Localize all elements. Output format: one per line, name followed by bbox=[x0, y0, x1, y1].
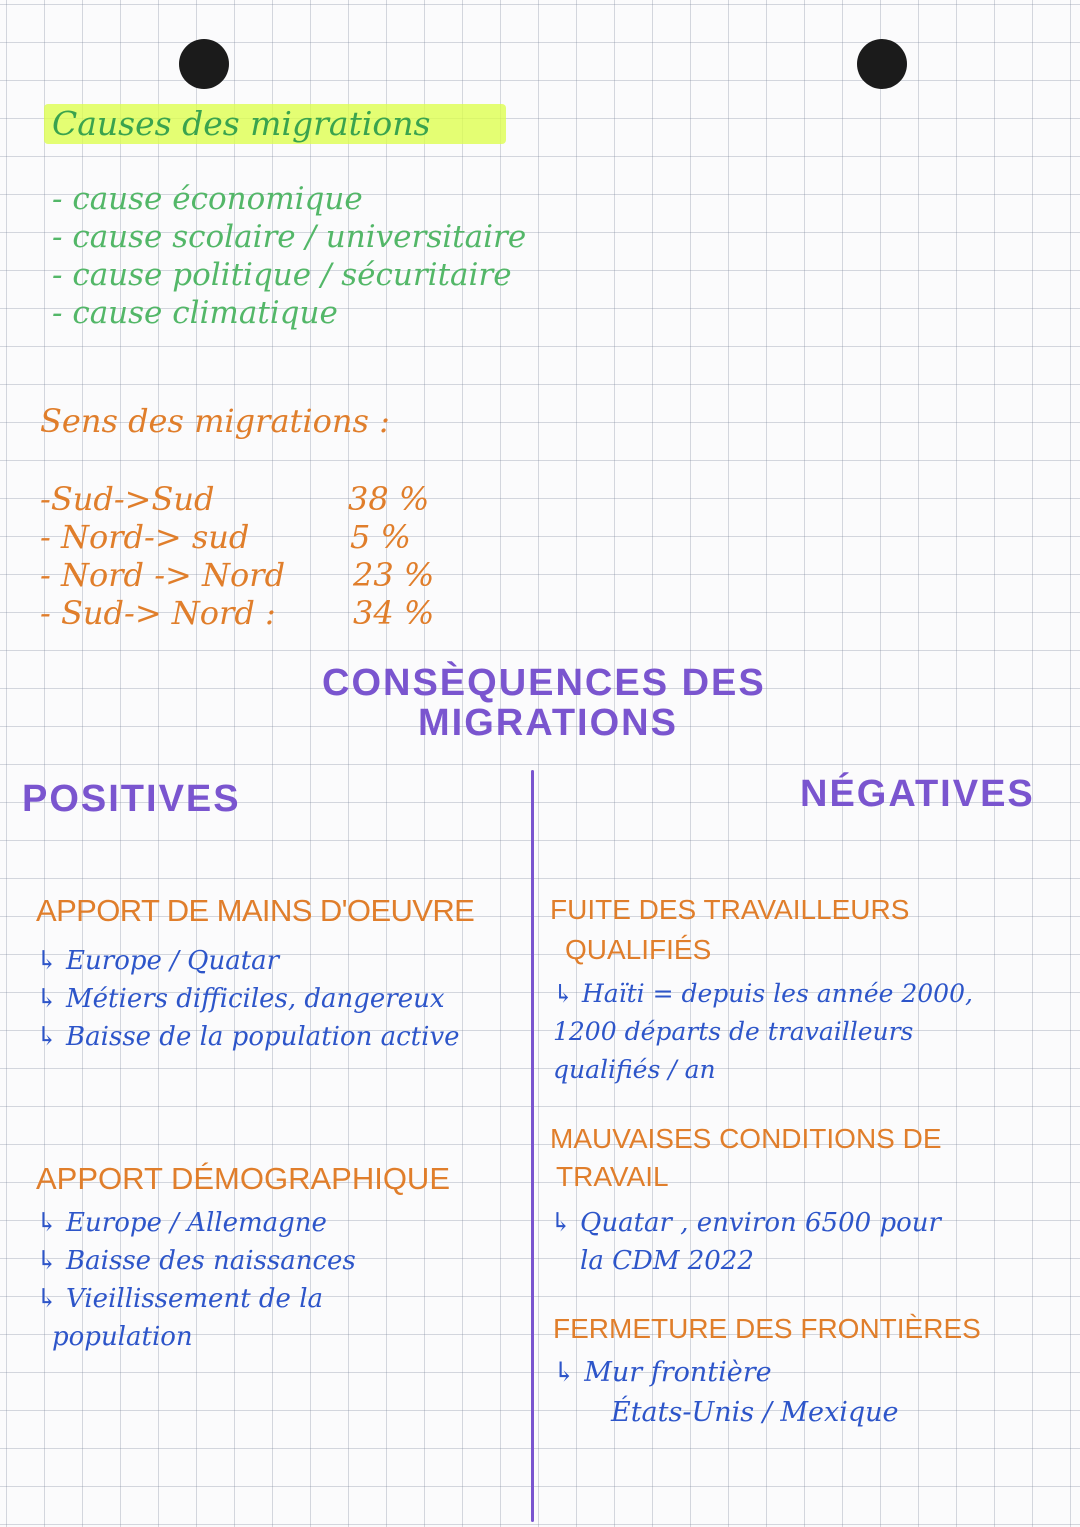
sens-label: - Nord-> sud bbox=[40, 518, 250, 556]
negative-heading-frontieres: FERMETURE DES FRONTIÈRES bbox=[553, 1313, 981, 1344]
sens-value: 34 % bbox=[353, 594, 435, 632]
sens-label: -Sud->Sud bbox=[40, 480, 215, 518]
positive-item: ↳ Métiers difficiles, dangereux bbox=[36, 984, 445, 1014]
sens-value: 38 % bbox=[348, 480, 430, 518]
negative-heading-fuite-line2: QUALIFIÉS bbox=[565, 934, 712, 965]
negative-item: ↳ Mur frontière bbox=[553, 1357, 772, 1388]
sens-row bbox=[40, 594, 480, 632]
positive-item: ↳ Europe / Allemagne bbox=[36, 1208, 327, 1238]
cause-item-scolaire: - cause scolaire / universitaire bbox=[52, 219, 527, 255]
causes-title: Causes des migrations bbox=[52, 104, 431, 143]
negative-heading-conditions-line1: MAUVAISES CONDITIONS DE bbox=[550, 1123, 942, 1154]
positive-item: ↳ Europe / Quatar bbox=[36, 946, 280, 976]
cause-item-economique: - cause économique bbox=[52, 181, 363, 217]
sens-row bbox=[40, 518, 480, 556]
negative-item: qualifiés / an bbox=[553, 1055, 716, 1084]
punch-hole-left bbox=[179, 39, 229, 89]
negative-list-conditions bbox=[550, 1204, 941, 1280]
cause-item-politique: - cause politique / sécuritaire bbox=[52, 257, 512, 293]
sens-value: 5 % bbox=[350, 518, 411, 556]
positive-heading-demographique: APPORT DÉMOGRAPHIQUE bbox=[36, 1161, 450, 1196]
sens-row bbox=[40, 556, 480, 594]
consequences-title-line2: MIGRATIONS bbox=[418, 702, 678, 744]
positive-list-demographique bbox=[36, 1204, 356, 1356]
column-divider bbox=[531, 770, 534, 1522]
sens-value: 23 % bbox=[353, 556, 435, 594]
sens-label: - Nord -> Nord bbox=[40, 556, 286, 594]
punch-hole-right bbox=[857, 39, 907, 89]
sens-row bbox=[40, 480, 480, 518]
negative-list-frontieres bbox=[553, 1353, 899, 1433]
sens-title: Sens des migrations : bbox=[40, 402, 390, 440]
sens-label: - Sud-> Nord : bbox=[40, 594, 276, 632]
causes-list bbox=[52, 180, 526, 332]
sens-table bbox=[40, 480, 480, 632]
positive-heading-main-oeuvre: APPORT DE MAINS D'OEUVRE bbox=[36, 893, 475, 928]
negative-heading-conditions-line2: TRAVAIL bbox=[556, 1161, 669, 1192]
positive-item: ↳ Baisse de la population active bbox=[36, 1022, 460, 1052]
negative-item: ↳ Haïti = depuis les année 2000, bbox=[553, 979, 973, 1008]
cause-item-climatique: - cause climatique bbox=[52, 295, 338, 331]
positives-label: POSITIVES bbox=[22, 778, 241, 820]
consequences-title-line1: CONSÈQUENCES DES bbox=[322, 662, 766, 704]
positive-item: ↳ Baisse des naissances bbox=[36, 1246, 356, 1276]
negative-heading-fuite-line1: FUITE DES TRAVAILLEURS bbox=[550, 894, 910, 925]
negative-list-fuite bbox=[553, 975, 973, 1089]
negative-item: ↳ Quatar , environ 6500 pour bbox=[550, 1208, 941, 1238]
positive-item: ↳ Vieillissement de la bbox=[36, 1284, 324, 1314]
positive-list-main-oeuvre bbox=[36, 942, 460, 1056]
negative-item: la CDM 2022 bbox=[580, 1246, 754, 1276]
positive-item: population bbox=[52, 1322, 193, 1352]
negatives-label: NÉGATIVES bbox=[800, 773, 1035, 815]
negative-item: États-Unis / Mexique bbox=[611, 1397, 899, 1428]
negative-item: 1200 départs de travailleurs bbox=[553, 1017, 914, 1046]
